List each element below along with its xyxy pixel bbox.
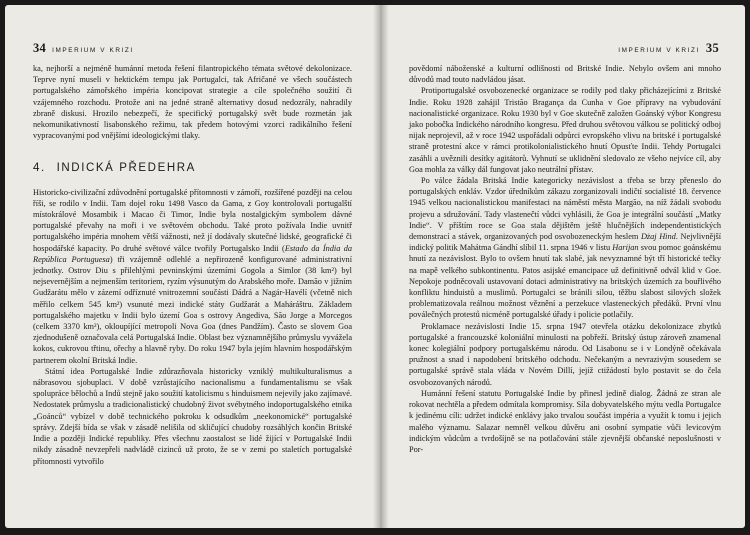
right-paragraph-3-italic-2: Harijan bbox=[612, 243, 639, 253]
right-paragraph-2: Protiportugalské osvobozenecké organizace se rodily pod tlaky přicházejícími z Britské Indie. Roku 1928 zahájil Tristão Bragança da Cunha v Goe přípravy na vybudování nacionalistické organizace. Roku 1930 byl v Goe skutečně založen Goánský výbor Kongresu jako pobočka Indického národního kongresu. Před druhou světovou válkou se politický odboj nijak neprojevil, až v roce 1942 uspořádali odpůrci evropského vlivu na britské i portugalské straně protestní akce v rámci protikolonialistického hnutí Opusťte Indii. Tehdy Portugalci zasáhli a uvěznili desítky agitátorů. Vyhnutí se uklidnění sledovalo ze všeho nejvíce cíl, aby Goa mohla za války dál fungovat jako neutrální přístav. bbox=[409, 86, 721, 174]
right-paragraph-3-part-c: svou pomoc goánskému hnutí za nezávislost. Bylo to ovšem hnutí tak slabé, jak nevyznamné být tří historické tečky na mapě velkého subkontinentu. Patos asijské emancipace už definitivně odvál klid v Goe. Nepokoje podněcovali ustavovaní dotaci administrativy na britských územích za bouřlivého konfliktu hinduistů a muslimů. Portugalci se bránili silou, těžbu slabost silových složek problematizovala reálnou možnost věznění a perzekuce vlasteneckých předáků. První vlnu poválečných protestů nicméně portugalské úřady i policie potlačily. bbox=[409, 243, 721, 320]
section-title: INDICKÁ PŘEDEHRA bbox=[56, 162, 196, 175]
right-page-number: 35 bbox=[705, 41, 719, 55]
book-spread bbox=[5, 5, 745, 528]
right-running-head: IMPERIUM V KRIZI bbox=[618, 47, 700, 54]
right-paragraph-3-part-b: . Nejvlivnější indický politik Mahátma Gándhí slíbil 11. srpna 1946 v listu bbox=[409, 232, 722, 253]
right-paragraph-4: Proklamace nezávislosti Indie 15. srpna 1947 otevřela otázku dekolonizace zbytků portugalské a francouzské koloniální minulosti na pobřeží. Britský ústup zároveň znamenal konec kolegiální podpory portugalskému národu. Od Lisabonu se i v Londýně očekávala pružnost a snad i napodobení britského odchodu. Nečekaným a nevrazivým sousedem se portugalské správě stala vláda v Novém Dillí, jejíž ctižádostí bylo postavit se do čela osvobozovaných národů. bbox=[409, 321, 721, 387]
right-paragraph-3 bbox=[409, 175, 721, 321]
right-paragraph-3-part-a: Po válce žádala Britská Indie kategoricky nezávislost a třeba se brzy přeneslo do portugalských enkláv. Vzdor úředníkům zákazu zorganizovali indičtí socialisté 18. července 1945 velkou nacionalistickou manifestaci na náměstí města Margão, na níž žádali svobodu projevu a sdružování. Tady vlastenečtí vůdci vyhlásili, že Goa je integrální součástí „Matky Indie“. V příštím roce se Goa stala dějištěm ještě hlučnějších independentistických demonstrací a stávek, organizovaných pod osvobozeneckým heslem bbox=[409, 176, 721, 242]
left-paragraph-1: ka, nejhorší a nejméně humánní metoda řešení filantropického témata světové dekolonizace. Teprve nyní museli v hektickém tempu jak Portugalci, tak Afričané ve všech součástech portugalského zámořského impéria koncipovat strategie a cíle společného soužití či vzájemného rozchodu. Protože ani na jedné straně alternativy dosud nedozrály, nahradily zbraně diskusi. Hrozilo nebezpečí, že specifický portugalský svět bude rozmetán jak nekomunikativností lisabonského režimu, tak předem hotovými vzorci radikálního řešení vypracovanými pod vnějšími ideologickými tlaky. bbox=[33, 64, 352, 141]
left-paragraph-3: Státní idea Portugalské Indie zdůrazňovala historicky vzniklý multikulturalismus a nábrasovou sjobuplaci. V době vzrůstajícího nacionalismu a fundamentalismu se však spolupráce bělochů a Indů stejně jako soužití katolicismu s hinduismem nejevily jako zajímavé. Nedostatek průmyslu a tradicionalistický chudobný život svébytného indoportugalského etnika „Goánců“ vybízel v době technického pokroku k odsudkům „neekonomické“ portugalské správy. Zdejší bída se však v zásadě nelišila od skličující chudoby rozsáhlých končin Britské Indie a později Indické republiky. Přes všechnu zaostalost se lidé žijící v Portugalské Indii nikdy zásadně nevzepřeli nadvládě cizinců už proto, že se v zemi po staletích portugalské přítomnosti vytvořilo bbox=[33, 366, 352, 466]
section-number: 4. bbox=[33, 162, 46, 175]
left-page-header bbox=[33, 41, 140, 57]
right-page bbox=[385, 5, 745, 528]
left-page-number: 34 bbox=[33, 41, 47, 55]
right-paragraph-5: Humánní řešení statutu Portugalské Indie by přinesl jedině dialog. Žádná ze stran ale rokovat nechtěla a předem odmítala kompromisy. Síla dobyvatelského mýtu vedla Portugalce k jedinému cíli: udržet indické enklávy jako trvalou součást impéria a využít k tomu i jejich malého významu. Salazar nemněl velkou důvěru ani osobní sympatie vůči levicovým indickým vůdcům a tvrdošíjně se na potlačování stále zjevnější občanské neposlušnosti v Por- bbox=[409, 388, 721, 454]
left-page-body bbox=[33, 63, 352, 467]
left-paragraph-2-italic: Estado da Índia da República Portuguesa bbox=[33, 243, 352, 264]
left-running-head: IMPERIUM V KRIZI bbox=[52, 47, 134, 54]
right-page-body bbox=[409, 63, 721, 455]
left-paragraph-2-part-b: ) tři vzájemně odlehlé a nepřirozeně konfigurované administrativní jednotky. Ostrov Diu s přilehlými pevninskými územími Gogola a Simlor (38 km²) byl nejsevernějším a nejmenším teritoriem, ryzím výsunutým do Arabského moře. Damão v jižním Gudžarátu mělo v zázemí odříznuté vnitrozemní součásti Dádrá a Nagár-Havélí (včetně nich měřilo celkem 545 km²) vsunuté mezi indické státy Gudžarát a Maháráštru. Základem portugalského majetku v Indii bylo území Goa s ostrovy Angediva, São Jorge a Morcegos (celkem 3370 km²), okloupíjící metropoli Nova Goa (dnes Pandžím). Často se slovem Goa zjednodušeně označovala celá Portugalská Indie. Oblast bez významnějšího průmyslu vyvážela kokos, cukrovou třtinu, ořechy a hlavně ryby. Do roku 1947 byla jejím hlavním hospodářským partnerem okolní Britská Indie. bbox=[33, 254, 352, 365]
right-paragraph-1: povědomí náboženské a kulturní odlišnosti od Britské Indie. Nebylo ovšem ani mnoho důvodů mad touto nadvládou jásat. bbox=[409, 64, 721, 85]
right-page-header bbox=[612, 41, 719, 57]
left-page bbox=[5, 5, 377, 528]
left-paragraph-2 bbox=[33, 187, 352, 366]
left-paragraph-2-part-a: Historicko-civilizační zdůvodnění portugalské přítomnosti v zámoří, rozšířené později na celou říši, se rodilo v Indii. Tam dojel roku 1498 Vasco da Gama, z Goy kontrolovali portugalští místokrálové Mosambik i Macao či Timor, Indie byla nostalgickým symbolem dávné portugalské převahy na moři i ve světovém obchodu. Také proto požívala Indie uvnitř portugalského impéria mnohem větší vážnosti, než jí dodávaly skutečné lidské, geografické či hospodářské kapacity. Po druhé světové válce tvořily Portugalsko Indii ( bbox=[33, 187, 352, 253]
section-heading bbox=[33, 163, 352, 174]
right-paragraph-3-italic-1: Dżaj Hind bbox=[640, 232, 676, 242]
